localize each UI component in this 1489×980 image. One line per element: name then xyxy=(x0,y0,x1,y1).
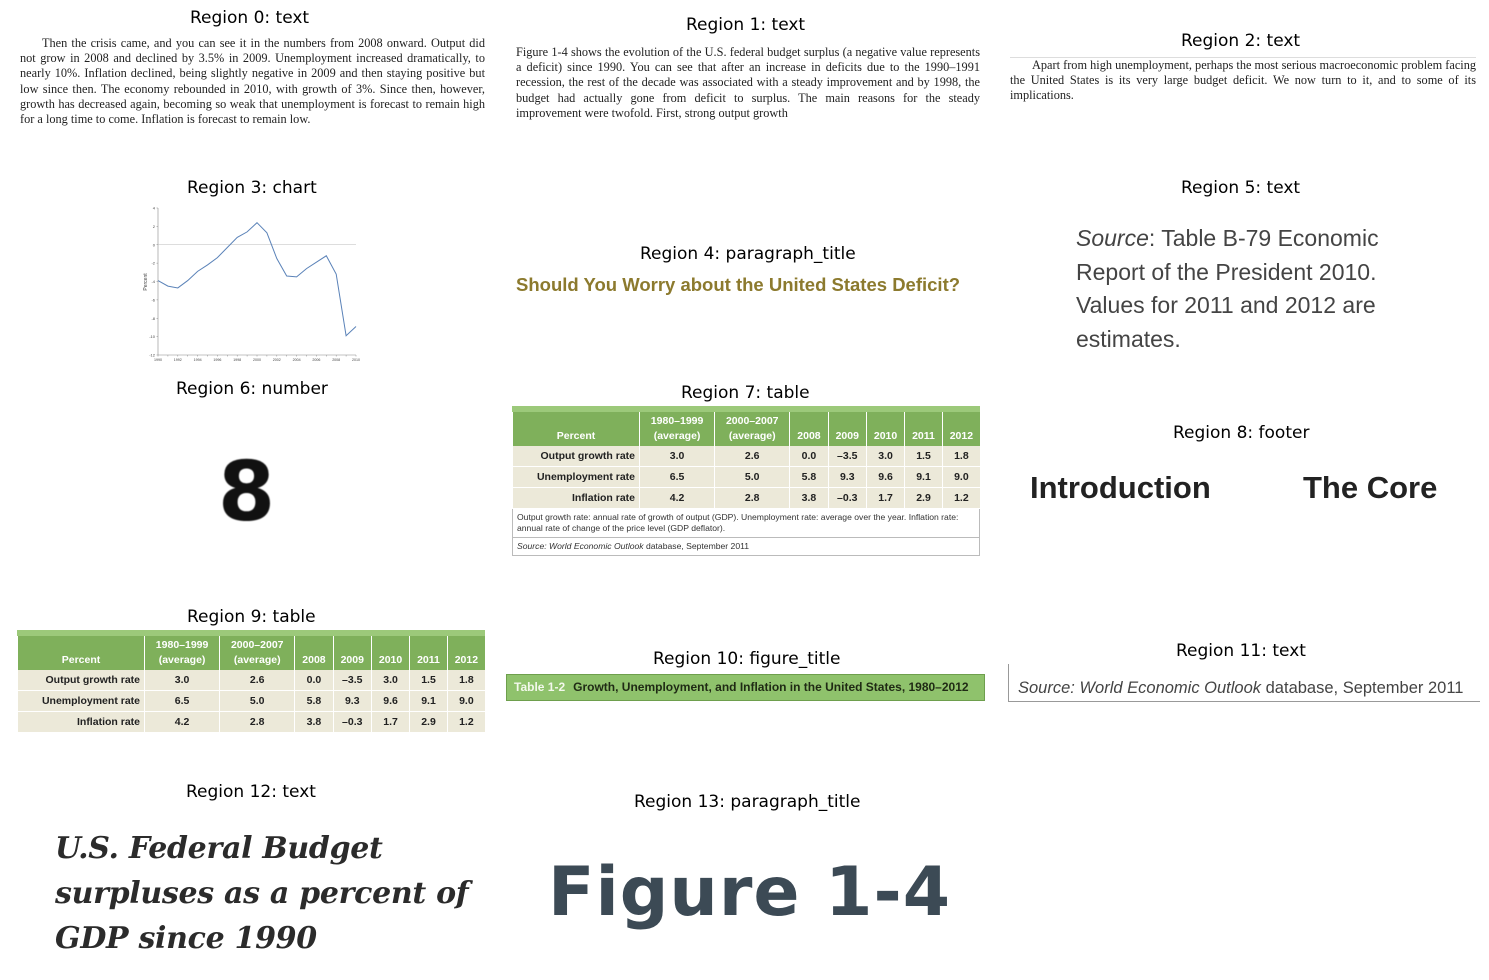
body-paragraph: Apart from high unemployment, perhaps the most serious macroeconomic problem facing the United States is its very large budget deficit. We now turn to it, and to some of its implications. xyxy=(1010,58,1476,103)
x-tick-label: 2010 xyxy=(352,358,360,362)
table-cell: 1.5 xyxy=(410,670,448,691)
x-tick-label: 1992 xyxy=(173,358,182,362)
x-tick-label: 2000 xyxy=(253,358,261,362)
region-label: Region 11: text xyxy=(1176,641,1306,661)
column-header xyxy=(410,636,448,670)
source-label: Source: xyxy=(517,541,547,551)
table-row xyxy=(18,712,486,733)
region-label: Region 0: text xyxy=(190,8,310,28)
table-cell: 0.0 xyxy=(295,670,333,691)
figure-caption-text: U.S. Federal Budget surpluses as a percent of GDP since 1990 xyxy=(55,831,469,956)
column-header xyxy=(333,636,371,670)
y-tick-label: 2 xyxy=(152,223,155,229)
body-paragraph: Figure 1-4 shows the evolution of the U.S. federal budget surplus (a negative value represents a deficit) since 1990. You can see that after an increase in deficits due to the 1990–1991 recession, the rest of the decade was associated with a steady improvement and by 1998, the budget had actually gone from deficit to surplus. The main reasons for the steady improvement were twofold. First, strong output growth xyxy=(516,45,980,120)
source-line xyxy=(1008,664,1480,702)
table-cell: 2.8 xyxy=(715,488,790,509)
column-header: Percent xyxy=(513,412,640,446)
source-label: Source: xyxy=(1018,679,1075,697)
table-cell: 5.0 xyxy=(715,467,790,488)
header-line2: 2010 xyxy=(873,430,898,442)
x-tick-label: 2004 xyxy=(292,358,301,362)
table-cell: 9.6 xyxy=(371,691,409,712)
table-cell: 6.5 xyxy=(640,467,715,488)
column-header xyxy=(220,636,295,670)
table-cell: 1.7 xyxy=(371,712,409,733)
column-header xyxy=(790,412,828,446)
table-note: Output growth rate: annual rate of growth of output (GDP). Unemployment rate: average over the year. Inflation rate: annual rate of change of the price level (GDP deflator). xyxy=(512,509,980,538)
table-number: Table 1-2 xyxy=(514,680,566,694)
header-line2: 2011 xyxy=(912,430,935,442)
table-cell: 5.0 xyxy=(220,691,295,712)
figure-number-heading: Figure 1-4 xyxy=(548,853,952,932)
region-label: Region 4: paragraph_title xyxy=(640,244,856,264)
x-tick-label: 2008 xyxy=(332,358,341,362)
x-tick-label: 2006 xyxy=(312,358,321,362)
region-label: Region 13: paragraph_title xyxy=(634,792,861,812)
table-cell: 9.1 xyxy=(905,467,943,488)
column-header xyxy=(371,636,409,670)
table-cell: 2.9 xyxy=(410,712,448,733)
column-header xyxy=(715,412,790,446)
region-label: Region 7: table xyxy=(681,383,810,403)
y-tick-label: -6 xyxy=(151,297,155,303)
table-cell: 1.7 xyxy=(866,488,904,509)
section-heading: Should You Worry about the United States Deficit? xyxy=(516,274,961,295)
x-tick-label: 1994 xyxy=(193,358,202,362)
page-number: 8 xyxy=(218,452,276,538)
y-axis-label: Percent xyxy=(143,273,149,291)
region-label: Region 6: number xyxy=(176,379,328,399)
row-label: Inflation rate xyxy=(513,488,640,509)
header-line2: 2009 xyxy=(340,654,364,666)
y-tick-label: -2 xyxy=(151,260,155,266)
column-header xyxy=(145,636,220,670)
column-header xyxy=(640,412,715,446)
table-cell: 3.0 xyxy=(640,446,715,467)
source-note xyxy=(1076,222,1436,358)
region-label: Region 8: footer xyxy=(1173,423,1310,443)
table-cell: 1.8 xyxy=(942,446,980,467)
x-tick-label: 1998 xyxy=(233,358,242,362)
row-label: Unemployment rate xyxy=(18,691,145,712)
column-header xyxy=(866,412,904,446)
x-tick-label: 1990 xyxy=(154,358,162,362)
table-cell: 3.0 xyxy=(145,670,220,691)
table-cell: 2.6 xyxy=(220,670,295,691)
table-cell: –3.5 xyxy=(828,446,866,467)
header-line1: 1980–1999 xyxy=(650,415,704,427)
series-line xyxy=(158,223,356,336)
table-cell: –0.3 xyxy=(333,712,371,733)
table-cell: 4.2 xyxy=(640,488,715,509)
body-paragraph: Then the crisis came, and you can see it in the numbers from 2008 onward. Output did not grow in 2008 and declined by 3.5% in 2009. Unemployment increased dramatically, to nearly 10%. Inflation declined, being slightly negative in 2009 and then staying positive but low since then. The economy rebounded in 2010, with growth of 3%. Since then, however, growth has decreased again, becoming so weak that unemployment is forecast to remain high for a long time to come. Inflation is forecast to remain low. xyxy=(20,36,485,127)
table-cell: 1.2 xyxy=(942,488,980,509)
y-tick-label: -8 xyxy=(151,315,155,321)
table-cell: 2.6 xyxy=(715,446,790,467)
region-label: Region 12: text xyxy=(186,782,316,802)
table-cell: 1.8 xyxy=(447,670,485,691)
region-label: Region 3: chart xyxy=(187,178,317,198)
y-tick-label: -12 xyxy=(149,352,155,358)
text-region-1 xyxy=(516,45,980,123)
table-cell: 2.8 xyxy=(220,712,295,733)
table-row xyxy=(513,488,981,509)
header-line2: 2008 xyxy=(797,430,821,442)
header-line2: (average) xyxy=(653,430,701,442)
column-header xyxy=(828,412,866,446)
header-line2: 2008 xyxy=(302,654,326,666)
table-row xyxy=(513,467,981,488)
header-line2: (average) xyxy=(158,654,206,666)
table-cell: 3.8 xyxy=(790,488,828,509)
source-label: Source xyxy=(1076,225,1149,251)
table-cell: 2.9 xyxy=(905,488,943,509)
footer-right: The Core xyxy=(1303,470,1438,505)
row-label: Unemployment rate xyxy=(513,467,640,488)
y-tick-label: 4 xyxy=(152,205,155,211)
data-table xyxy=(512,412,980,509)
budget-chart xyxy=(138,200,368,368)
header-line1: 2000–2007 xyxy=(725,415,779,427)
header-line2: 2012 xyxy=(949,430,974,442)
row-label: Inflation rate xyxy=(18,712,145,733)
row-label: Output growth rate xyxy=(513,446,640,467)
table-cell: 5.8 xyxy=(295,691,333,712)
x-tick-label: 2002 xyxy=(272,358,281,362)
y-tick-label: -10 xyxy=(149,334,155,340)
header-line2: (average) xyxy=(233,654,281,666)
region-label: Region 1: text xyxy=(686,15,806,35)
text-region-0 xyxy=(20,36,485,130)
x-tick-label: 1996 xyxy=(213,358,222,362)
data-table xyxy=(17,636,485,733)
column-header: Percent xyxy=(18,636,145,670)
table-cell: 9.6 xyxy=(866,467,904,488)
source-rest: database, September 2011 xyxy=(1261,679,1464,697)
source-rest: database, September 2011 xyxy=(643,541,750,551)
text-region-2 xyxy=(1010,57,1476,106)
header-line1: 2000–2007 xyxy=(230,639,284,651)
table-cell: 9.1 xyxy=(410,691,448,712)
column-header xyxy=(905,412,943,446)
table-cell: 1.5 xyxy=(905,446,943,467)
table-region-7 xyxy=(512,406,980,565)
table-cell: –0.3 xyxy=(828,488,866,509)
line-chart xyxy=(138,200,368,368)
table-row xyxy=(18,691,486,712)
table-region-9 xyxy=(17,630,485,748)
y-tick-label: -4 xyxy=(151,279,155,284)
source-italic: World Economic Outlook xyxy=(549,541,644,551)
table-cell: 0.0 xyxy=(790,446,828,467)
table-cell: 6.5 xyxy=(145,691,220,712)
source-text: : Table B-79 Economic Report of the President 2010. Values for 2011 and 2012 are estimates. xyxy=(1076,225,1379,352)
table-cell: 3.8 xyxy=(295,712,333,733)
column-header xyxy=(447,636,485,670)
table-cell: 4.2 xyxy=(145,712,220,733)
header-line2: 2012 xyxy=(454,654,479,666)
region-label: Region 9: table xyxy=(187,607,316,627)
table-caption: Growth, Unemployment, and Inflation in the United States, 1980–2012 xyxy=(573,680,969,694)
table-title-bar xyxy=(506,674,985,701)
table-source xyxy=(512,538,980,556)
footer-left: Introduction xyxy=(1030,470,1211,505)
header-line2: 2010 xyxy=(378,654,403,666)
table-cell: 3.0 xyxy=(866,446,904,467)
region-label: Region 2: text xyxy=(1181,31,1301,51)
header-line1: 1980–1999 xyxy=(155,639,209,651)
table-row xyxy=(18,670,486,691)
header-line2: 2011 xyxy=(417,654,440,666)
region-label: Region 5: text xyxy=(1181,178,1301,198)
table-cell: 3.0 xyxy=(371,670,409,691)
row-label: Output growth rate xyxy=(18,670,145,691)
source-italic: World Economic Outlook xyxy=(1079,679,1262,697)
table-cell: 9.0 xyxy=(942,467,980,488)
y-tick-label: 0 xyxy=(152,242,155,248)
table-row xyxy=(513,446,981,467)
table-cell: –3.5 xyxy=(333,670,371,691)
column-header xyxy=(295,636,333,670)
table-cell: 9.0 xyxy=(447,691,485,712)
table-cell: 1.2 xyxy=(447,712,485,733)
header-line2: (average) xyxy=(728,430,776,442)
header-line2: 2009 xyxy=(835,430,859,442)
column-header xyxy=(942,412,980,446)
table-cell: 9.3 xyxy=(333,691,371,712)
table-cell: 5.8 xyxy=(790,467,828,488)
table-cell: 9.3 xyxy=(828,467,866,488)
region-label: Region 10: figure_title xyxy=(653,649,841,669)
